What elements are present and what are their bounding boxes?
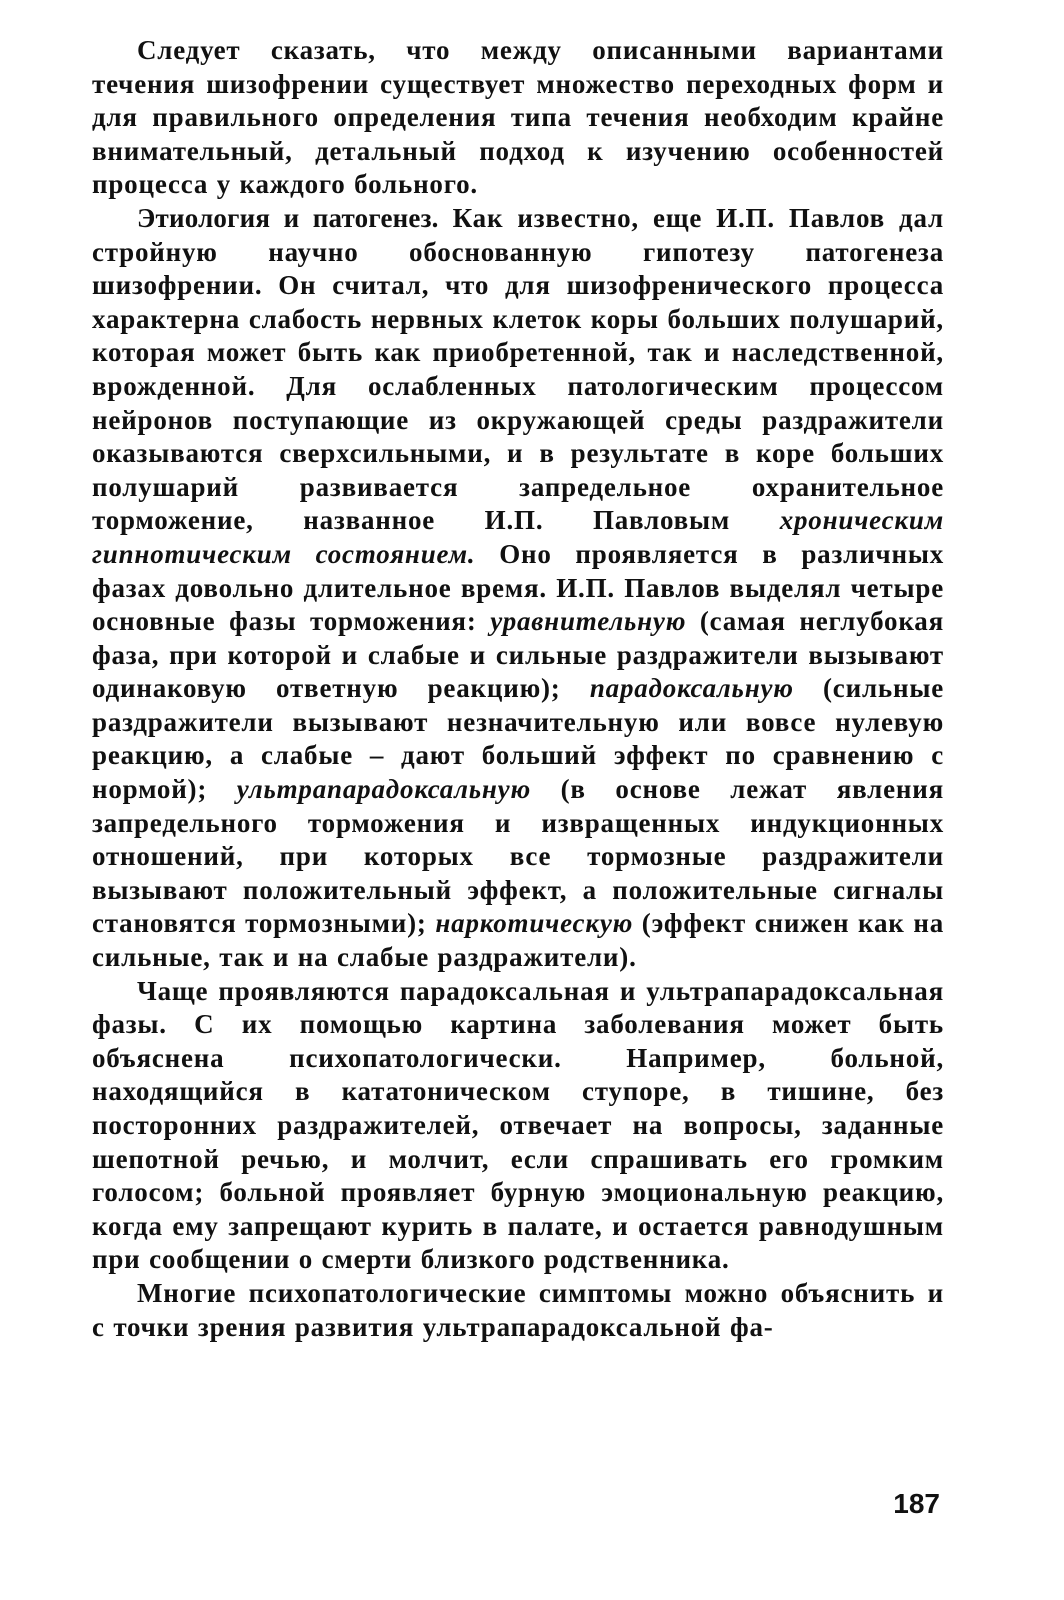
paragraph-symptoms <box>92 1277 944 1344</box>
paragraph-etiology <box>92 202 944 975</box>
emphasis-term: уравнительную <box>490 606 687 637</box>
paragraph-text: Как известно, еще И.П. Павлов дал стройную научно обоснованную гипотезу патогенеза шизофрении. Он считал, что для шизофренического процесса характерна слабость нервных клеток коры больших полушарий, которая может быть как приобретенной, так и наследственной, врожденной. Для ослабленных патологическим процессом нейронов поступающие из окружающей среды раздражители оказываются сверхсильными, и в результате в коре больших полушарий развивается запредельное охранительное торможение, названное И.П. Павловым <box>92 202 944 536</box>
paragraph-text: Следует сказать, что между описанными вариантами течения шизофрении существует множество переходных форм и для правильного определения типа течения необходим крайне внимательный, детальный подход к изучению особенностей процесса у каждого больного. <box>92 35 944 200</box>
paragraph-intro <box>92 34 944 202</box>
emphasis-term: ультрапарадоксальную <box>236 774 531 805</box>
paragraph-text: (самая неглубокая фаза, при которой и слабые и сильные раздражители вызывают одинаковую ответную реакцию); <box>92 606 944 704</box>
paragraph-text: (сильные раздражители вызывают незначительную или вовсе нулевую реакцию, а слабые – дают больший эффект по сравнению с нормой); <box>92 673 944 805</box>
paragraph-phases <box>92 975 944 1277</box>
section-heading: Этиология и патогенез. <box>137 202 439 233</box>
paragraph-text: Чаще проявляются парадоксальная и ультрапарадоксальная фазы. С их помощью картина заболевания может быть объяснена психопатологически. Например, больной, находящийся в кататоническом ступоре, в тишине, без посторонних раздражителей, отвечает на вопросы, заданные шепотной речью, и молчит, если спрашивать его громким голосом; больной проявляет бурную эмоциональную реакцию, когда ему запрещают курить в палате, и остается равнодушным при сообщении о смерти близкого родственника. <box>92 975 944 1275</box>
body-text <box>92 34 944 1344</box>
paragraph-text: (эффект снижен как на сильные, так и на слабые раздражители). <box>92 908 944 973</box>
emphasis-term: наркотическую <box>435 908 634 939</box>
emphasis-term: парадоксальную <box>589 673 794 704</box>
emphasis-term: хроническим гипнотическим состоянием. <box>92 505 944 569</box>
paragraph-text: Многие психопатологические симптомы можно объяснить и с точки зрения развития ультрапарадоксальной фа- <box>92 1277 944 1342</box>
page-number: 187 <box>893 1488 940 1519</box>
paragraph-text: (в основе лежат явления запредельного торможения и извращенных индукционных отношений, при которых все тормозные раздражители вызывают положительный эффект, а положительные сигналы становятся тормозными); <box>92 774 944 939</box>
paragraph-text: Оно проявляется в различных фазах довольно длительное время. И.П. Павлов выделял четыре основные фазы торможения: <box>92 538 944 637</box>
